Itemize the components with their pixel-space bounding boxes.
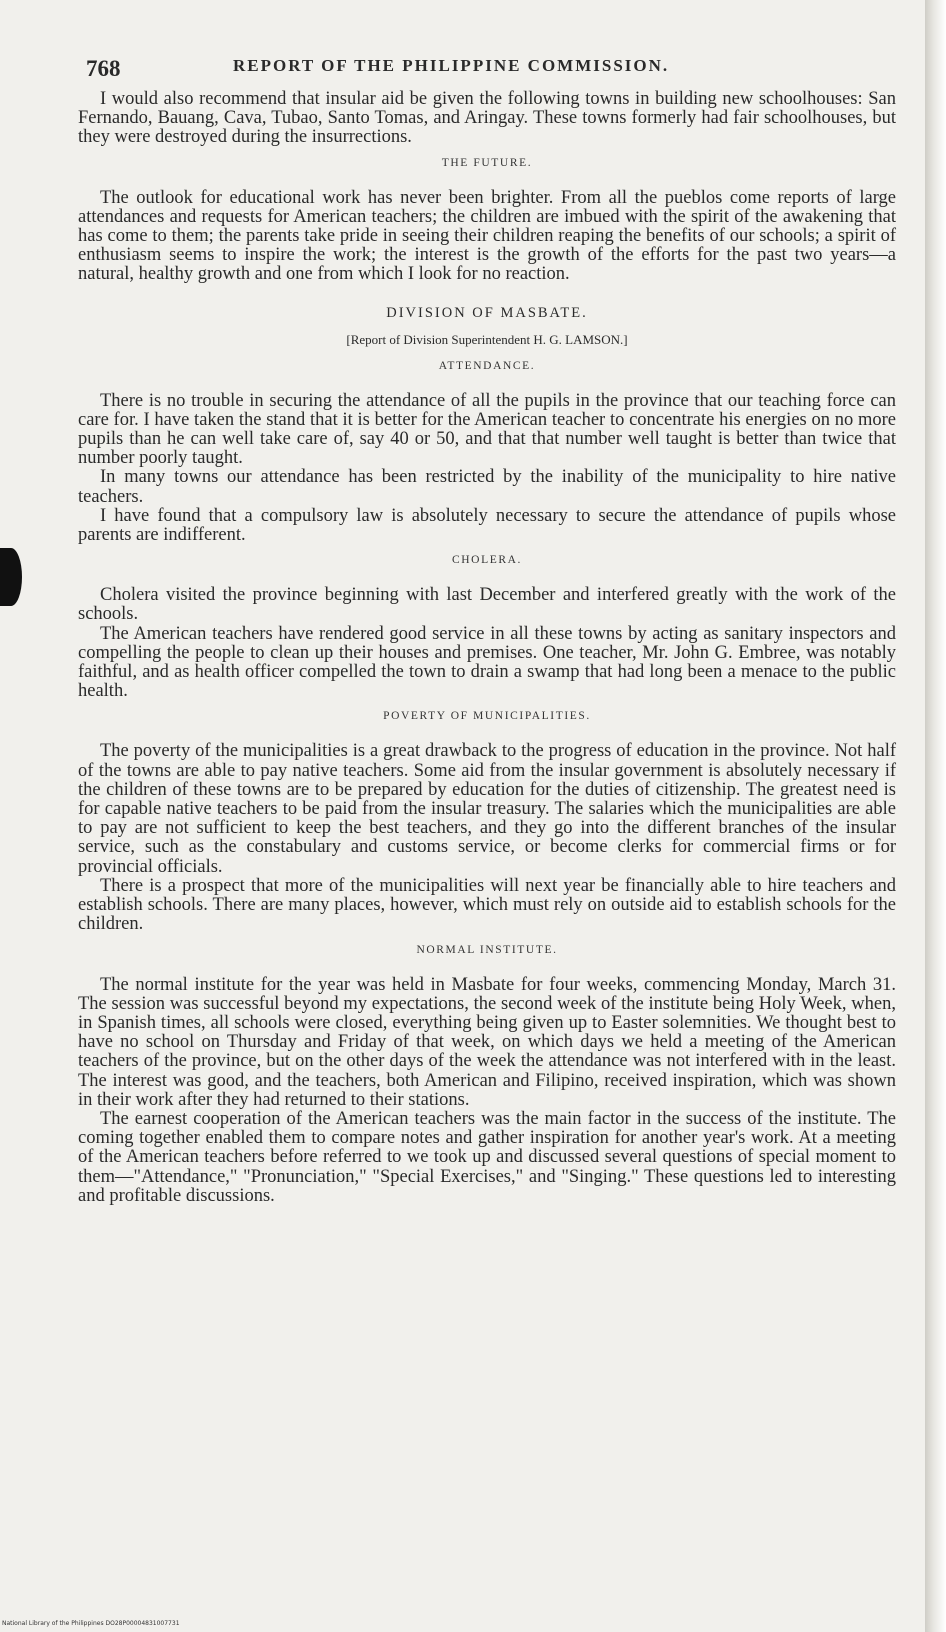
binding-blot (0, 548, 22, 606)
poverty-paragraph: The poverty of the municipalities is a great drawback to the progress of education in the province. Not half of the towns are able to pay native teachers. Some aid from the insular government is absolutely necessary if the children of these towns are to be prepared by education for the duties of citizenship. The greatest need is for capable native teachers to be paid from the insular treasury. The salaries which the municipalities are able to pay are not sufficient to keep the best teachers, and they go into the different branches of the insular service, such as the constabulary and customs service, or become clerks for commercial firms or for provincial officials. (78, 741, 896, 877)
scan-footer: National Library of the Philippines DO28P00004831007731 (2, 1620, 180, 1627)
heading-normal-institute: NORMAL INSTITUTE. (416, 943, 558, 956)
cholera-paragraph: The American teachers have rendered good service in all these towns by acting as sanitary inspectors and compelling the people to clean up their houses and premises. One teacher, Mr. John G. Embree, was notably faithful, and as health officer compelled the town to drain a swamp that had long been a menace to the public health. (78, 623, 896, 702)
heading-the-future: THE FUTURE. (441, 156, 533, 169)
poverty-paragraph: There is a prospect that more of the municipalities will next year be financially able to hire teachers and establish schools. There are many places, however, which must rely on outside aid to establish schools for the children. (78, 875, 896, 935)
normal-institute-paragraph: The earnest cooperation of the American teachers was the main factor in the success of the institute. The coming together enabled them to compare notes and gather inspiration for another year's work. At a meeting of the American teachers before referred to we took up and discussed several questions of special moment to them—"Attendance," "Pronunciation," "Special Exercises," and "Singing." These questions led to interesting and profitable discussions. (78, 1108, 896, 1206)
cholera-paragraph: Cholera visited the province beginning with last December and interfered greatly with the work of the schools. (78, 585, 896, 625)
running-head (78, 46, 896, 90)
page-edge-shadow (925, 0, 946, 1632)
attendance-paragraph: There is no trouble in securing the attendance of all the pupils in the province that our teaching force can care for. I have taken the stand that it is better for the American teacher to concentrate his energies on no more pupils than he can well take care of, say 40 or 50, and that that number well taught is better than twice that number poorly taught. (78, 390, 896, 469)
normal-institute-paragraph: The normal institute for the year was held in Masbate for four weeks, commencing Monday, March 31. The session was successful beyond my expectations, the second week of the institute being Holy Week, when, in Spanish times, all schools were closed, everything being given up to Easter solemnities. We thought best to have no school on Thursday and Friday of that week, on which days we held a meeting of the American teachers of the province, but on the other days of the week the attendance was not interfered with in the least. The interest was good, and the teachers, both American and Filipino, received inspiration, which was shown in their work after they had returned to their stations. (78, 974, 896, 1110)
intro-paragraph: I would also recommend that insular aid be given the following towns in building new schoolhouses: San Fernando, Bauang, Cava, Tubao, Santo Tomas, and Aringay. These towns formerly had fair schoolhouses, but they were destroyed during the insurrections. (78, 89, 896, 148)
division-heading: DIVISION OF MASBATE. (386, 304, 588, 321)
heading-cholera: CHOLERA. (452, 554, 522, 567)
heading-attendance: ATTENDANCE. (438, 359, 536, 372)
attendance-paragraph: I have found that a compulsory law is absolutely necessary to secure the attendance of pupils whose parents are indifferent. (78, 505, 896, 546)
page-content (78, 46, 896, 1206)
attendance-paragraph: In many towns our attendance has been restricted by the inability of the municipality to hire native teachers. (78, 467, 896, 507)
report-credit: [Report of Division Superintendent H. G. LAMSON.] (346, 331, 628, 347)
heading-poverty: POVERTY OF MUNICIPALITIES. (383, 710, 591, 723)
page-number: 768 (86, 56, 121, 81)
running-title: REPORT OF THE PHILIPPINE COMMISSION. (233, 56, 670, 75)
future-paragraph: The outlook for educational work has never been brighter. From all the pueblos come reports of large attendances and requests for American teachers; the children are imbued with the spirit of the awakening that has come to them; the parents take pride in seeing their children reaping the benefits of our schools; a spirit of enthusiasm seems to inspire the work; the interest is the growth of the efforts for the past two years—a natural, healthy growth and one from which I look for no reaction. (78, 187, 896, 285)
